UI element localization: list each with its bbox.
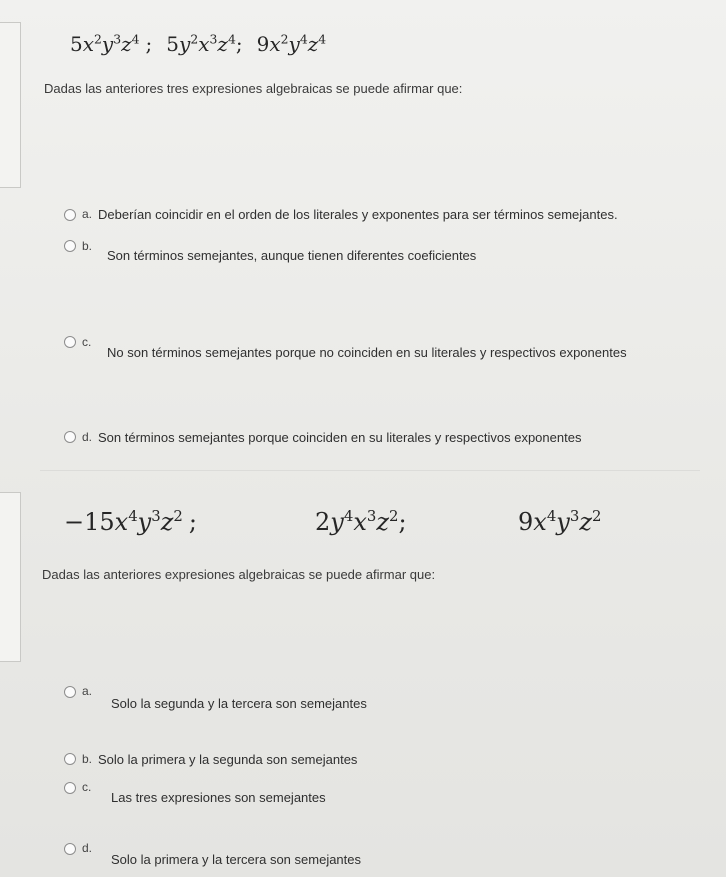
q2-option-a-radio[interactable] (64, 686, 76, 698)
q1-option-c-letter: c. (82, 335, 92, 349)
q2-option-a-text: Solo la segunda y la tercera son semejantes (111, 696, 367, 711)
question-2-info-panel (0, 492, 21, 662)
q1-expression-2: $5y^2x^3z^4$; (166, 31, 243, 56)
q1-option-d-text: Son términos semejantes porque coinciden en su literales y respectivos exponentes (98, 430, 582, 445)
q2-option-a-letter: a. (82, 684, 93, 698)
q1-option-c-radio[interactable] (64, 336, 76, 348)
q2-expression-2: $2y^4x^3z^2$; (315, 507, 407, 536)
question-2-prompt: Dadas las anteriores expresiones algebraicas se puede afirmar que: (42, 567, 436, 582)
q2-expression-3: $9x^4y^3z^2$ (518, 507, 602, 536)
q1-option-a-text: Deberían coincidir en el orden de los literales y exponentes para ser términos semejantes. (98, 207, 618, 222)
q1-option-a-radio[interactable] (64, 209, 76, 221)
question-1-prompt: Dadas las anteriores tres expresiones algebraicas se puede afirmar que: (44, 81, 463, 96)
q2-expression-1: $-15x^4y^3z^2$ ; (64, 507, 197, 536)
q2-option-b-text: Solo la primera y la segunda son semejantes (98, 752, 358, 767)
q2-option-c-radio[interactable] (64, 782, 76, 794)
q2-option-b-letter: b. (82, 752, 93, 766)
q1-option-b-letter: b. (82, 239, 93, 253)
q2-option-d-radio[interactable] (64, 843, 76, 855)
q1-option-d-letter: d. (82, 430, 93, 444)
q1-option-d-radio[interactable] (64, 431, 76, 443)
q2-option-d-text: Solo la primera y la tercera son semejantes (111, 852, 362, 867)
question-divider (40, 470, 700, 471)
q1-option-a-letter: a. (82, 207, 93, 221)
q2-option-b-radio[interactable] (64, 753, 76, 765)
q1-option-b-text: Son términos semejantes, aunque tienen diferentes coeficientes (107, 248, 477, 263)
question-1-expressions (70, 32, 326, 56)
q1-option-b-radio[interactable] (64, 240, 76, 252)
q2-option-c-letter: c. (82, 780, 92, 794)
q1-option-c-text: No son términos semejantes porque no coinciden en su literales y respectivos exponentes (107, 345, 627, 360)
q2-option-d-letter: d. (82, 841, 93, 855)
question-1-info-panel (0, 22, 21, 188)
q1-expression-3: $9x^2y^4z^4$ (256, 31, 327, 56)
q1-expression-1: $5x^2y^3z^4$ ; (70, 31, 153, 56)
q2-option-c-text: Las tres expresiones son semejantes (111, 790, 326, 805)
